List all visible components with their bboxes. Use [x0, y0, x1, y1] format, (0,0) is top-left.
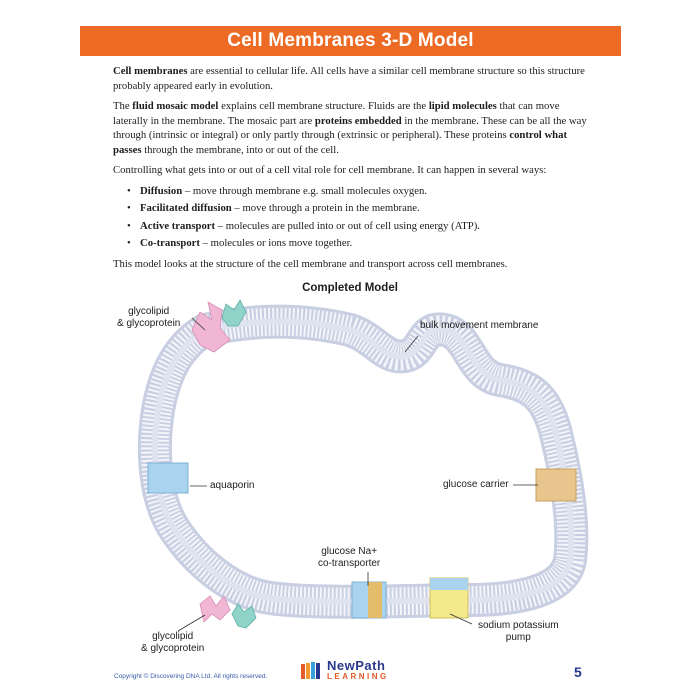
method-term: Active transport	[140, 219, 216, 232]
label-aquaporin: aquaporin	[210, 480, 255, 491]
leader-glyco-bottom	[178, 615, 205, 631]
page-number: 5	[574, 664, 582, 680]
label-line: glycolipid	[128, 306, 170, 317]
label-line: glucose Na+	[321, 546, 378, 557]
paragraph-text: explains cell membrane structure. Fluids are the	[218, 100, 429, 112]
paragraph-text: in the membrane. These can be all the way through (intrinsic or integral) or only partly through (extrinsic or peripheral). These proteins	[113, 114, 587, 141]
method-desc: – molecules are pulled into or out of cell using energy (ATP).	[215, 219, 480, 232]
method-desc: – molecules or ions move together.	[199, 237, 353, 249]
aquaporin-protein	[148, 463, 188, 493]
logo-line2: LEARNING	[327, 672, 389, 681]
term-control-what-passes: control what passes	[113, 129, 568, 156]
label-line: pump	[505, 632, 531, 643]
cotransporter-band	[368, 582, 382, 618]
pump-band	[430, 578, 468, 590]
term-proteins-embedded: proteins embedded	[314, 114, 402, 127]
term-cell-membranes: Cell membranes	[113, 65, 188, 77]
glycoprotein-pink-bottom	[200, 596, 230, 622]
copyright-notice: Copyright © Discovering DNA Ltd. All rights reserved.	[114, 673, 268, 680]
paragraph-controlling: Controlling what gets into or out of a cell vital role for cell membrane. It can happen in several ways:	[113, 164, 547, 176]
method-term: Co-transport	[140, 237, 200, 249]
label-line: sodium potassium	[478, 620, 559, 631]
logo-line1: NewPath	[327, 658, 386, 673]
paragraph-text: are essential to cellular life. All cells have a similar cell membrane structure so this structure probably appeared early in evolution.	[113, 65, 585, 92]
paragraph-text: The	[113, 100, 133, 112]
label-line: co-transporter	[318, 558, 381, 569]
paragraph-model: This model looks at the structure of the cell membrane and transport across cell membranes.	[113, 257, 508, 270]
label-sodium-potassium-pump	[478, 620, 559, 644]
paragraph-text: through the membrane, into or out of the cell.	[141, 143, 339, 156]
model-title: Completed Model	[302, 282, 398, 294]
term-lipid-molecules: lipid molecules	[428, 100, 497, 112]
method-desc: – move through membrane e.g. small molecules oxygen.	[182, 184, 428, 197]
method-term: Facilitated diffusion	[140, 202, 232, 214]
label-cotransporter	[318, 546, 380, 570]
page-title: Cell Membranes 3-D Model	[227, 30, 474, 51]
paragraph-text: that can move laterally in the membrane. The mosaic part are	[113, 100, 560, 127]
method-desc: – move through a protein in the membrane.	[231, 202, 420, 214]
term-fluid-mosaic-model: fluid mosaic model	[132, 100, 219, 112]
label-glucose-carrier: glucose carrier	[443, 479, 509, 490]
method-term: Diffusion	[140, 184, 183, 197]
label-glycolipid-top	[117, 306, 180, 330]
label-line: glycolipid	[152, 631, 194, 642]
glucose-carrier-protein	[536, 469, 576, 501]
label-line: & glycoprotein	[141, 643, 205, 654]
label-bulk-movement: bulk movement membrane	[420, 320, 539, 331]
logo-text	[327, 660, 389, 682]
label-glycolipid-bottom	[141, 631, 204, 655]
label-line: & glycoprotein	[117, 318, 181, 329]
book-icon	[300, 661, 324, 681]
newpath-logo	[300, 660, 389, 682]
